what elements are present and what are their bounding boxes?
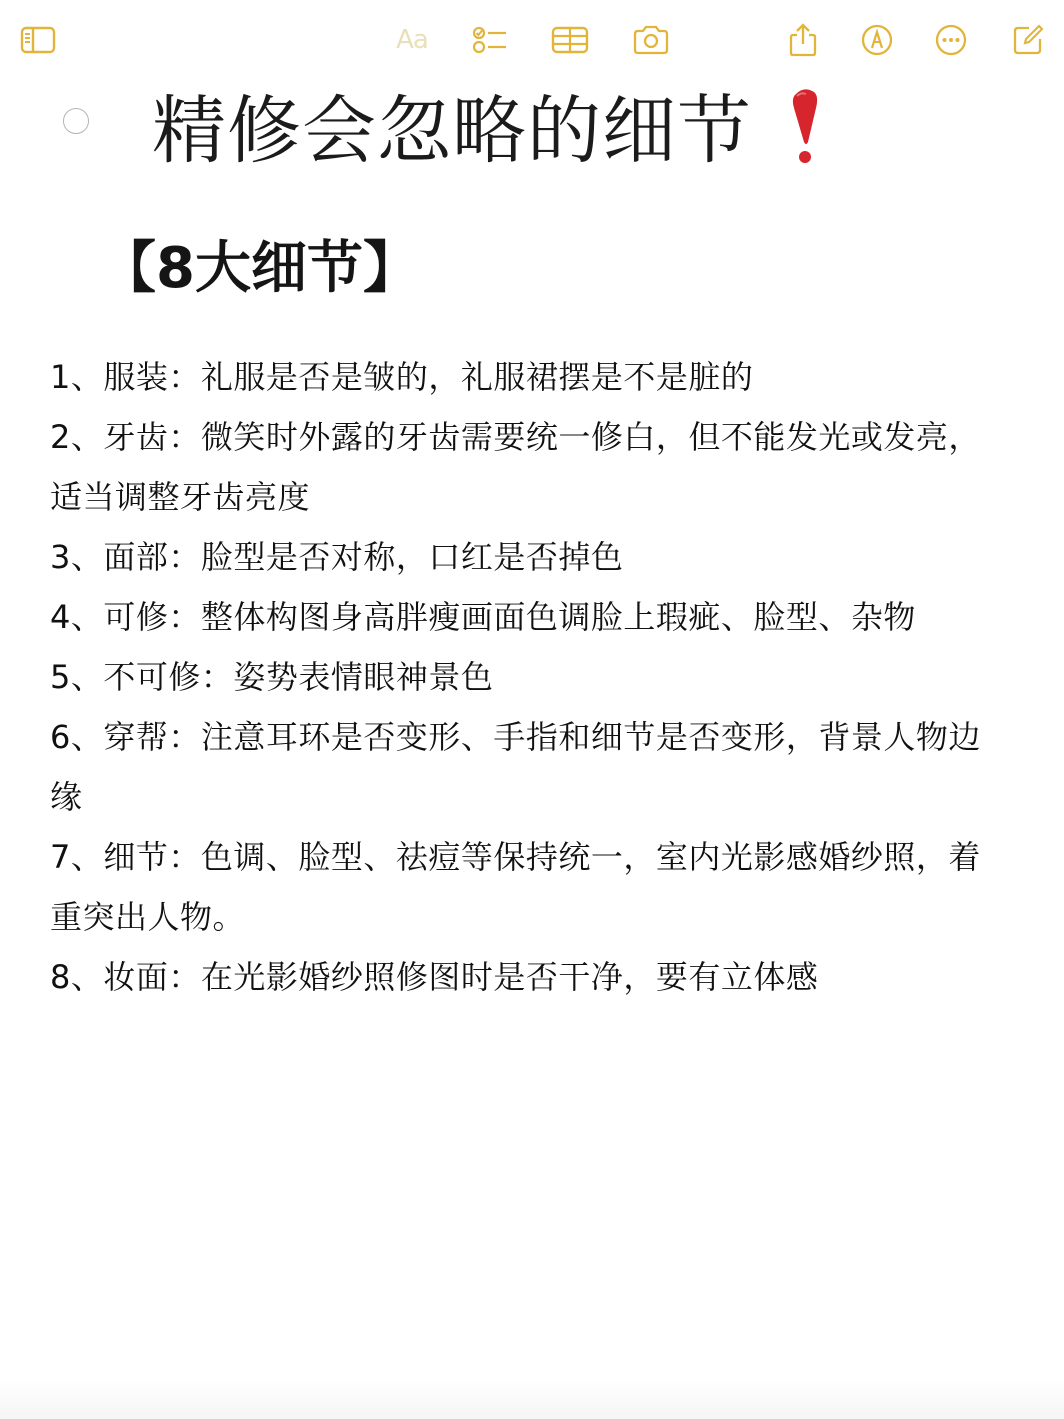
checklist-button[interactable] (470, 22, 510, 58)
more-icon (934, 23, 968, 57)
list-item: 3、面部：脸型是否对称，口红是否掉色 (50, 538, 624, 576)
format-text-icon: Aa (396, 25, 428, 55)
exclamation-mark-icon (786, 86, 822, 168)
sidebar-icon (20, 26, 56, 54)
checklist-item-circle[interactable] (63, 108, 89, 134)
markup-pen-icon (860, 23, 894, 57)
share-button[interactable] (783, 22, 823, 58)
list-item: 7、细节：色调、脸型、祛痘等保持统一，室内光影感婚纱照，着重突出人物。 (50, 838, 981, 936)
table-icon (551, 26, 589, 54)
compose-icon (1011, 23, 1045, 57)
list-item: 2、牙齿：微笑时外露的牙齿需要统一修白，但不能发光或发亮，适当调整牙齿亮度 (50, 418, 981, 516)
share-icon (788, 23, 818, 57)
camera-button[interactable] (631, 22, 671, 58)
compose-button[interactable] (1008, 22, 1048, 58)
note-title: 精修会忽略的细节 (152, 88, 752, 174)
list-item: 8、妆面：在光影婚纱照修图时是否干净，要有立体感 (50, 958, 819, 996)
bottom-edge (0, 1379, 1064, 1419)
list-item: 4、可修：整体构图身高胖瘦画面色调脸上瑕疵、脸型、杂物 (50, 598, 916, 636)
table-button[interactable] (550, 22, 590, 58)
notes-toolbar (0, 0, 1064, 80)
more-button[interactable] (931, 22, 971, 58)
note-subtitle: 【8大细节】 (100, 236, 419, 301)
format-text-button[interactable] (392, 22, 432, 58)
markup-button[interactable] (857, 22, 897, 58)
sidebar-toggle-button[interactable] (18, 22, 58, 58)
list-item: 5、不可修：姿势表情眼神景色 (50, 658, 494, 696)
checklist-icon (472, 25, 508, 55)
list-item: 1、服装：礼服是否是皱的，礼服裙摆是不是脏的 (50, 358, 754, 396)
note-body[interactable] (50, 347, 1012, 1007)
camera-icon (632, 25, 670, 55)
list-item: 6、穿帮：注意耳环是否变形、手指和细节是否变形，背景人物边缘 (50, 718, 981, 816)
